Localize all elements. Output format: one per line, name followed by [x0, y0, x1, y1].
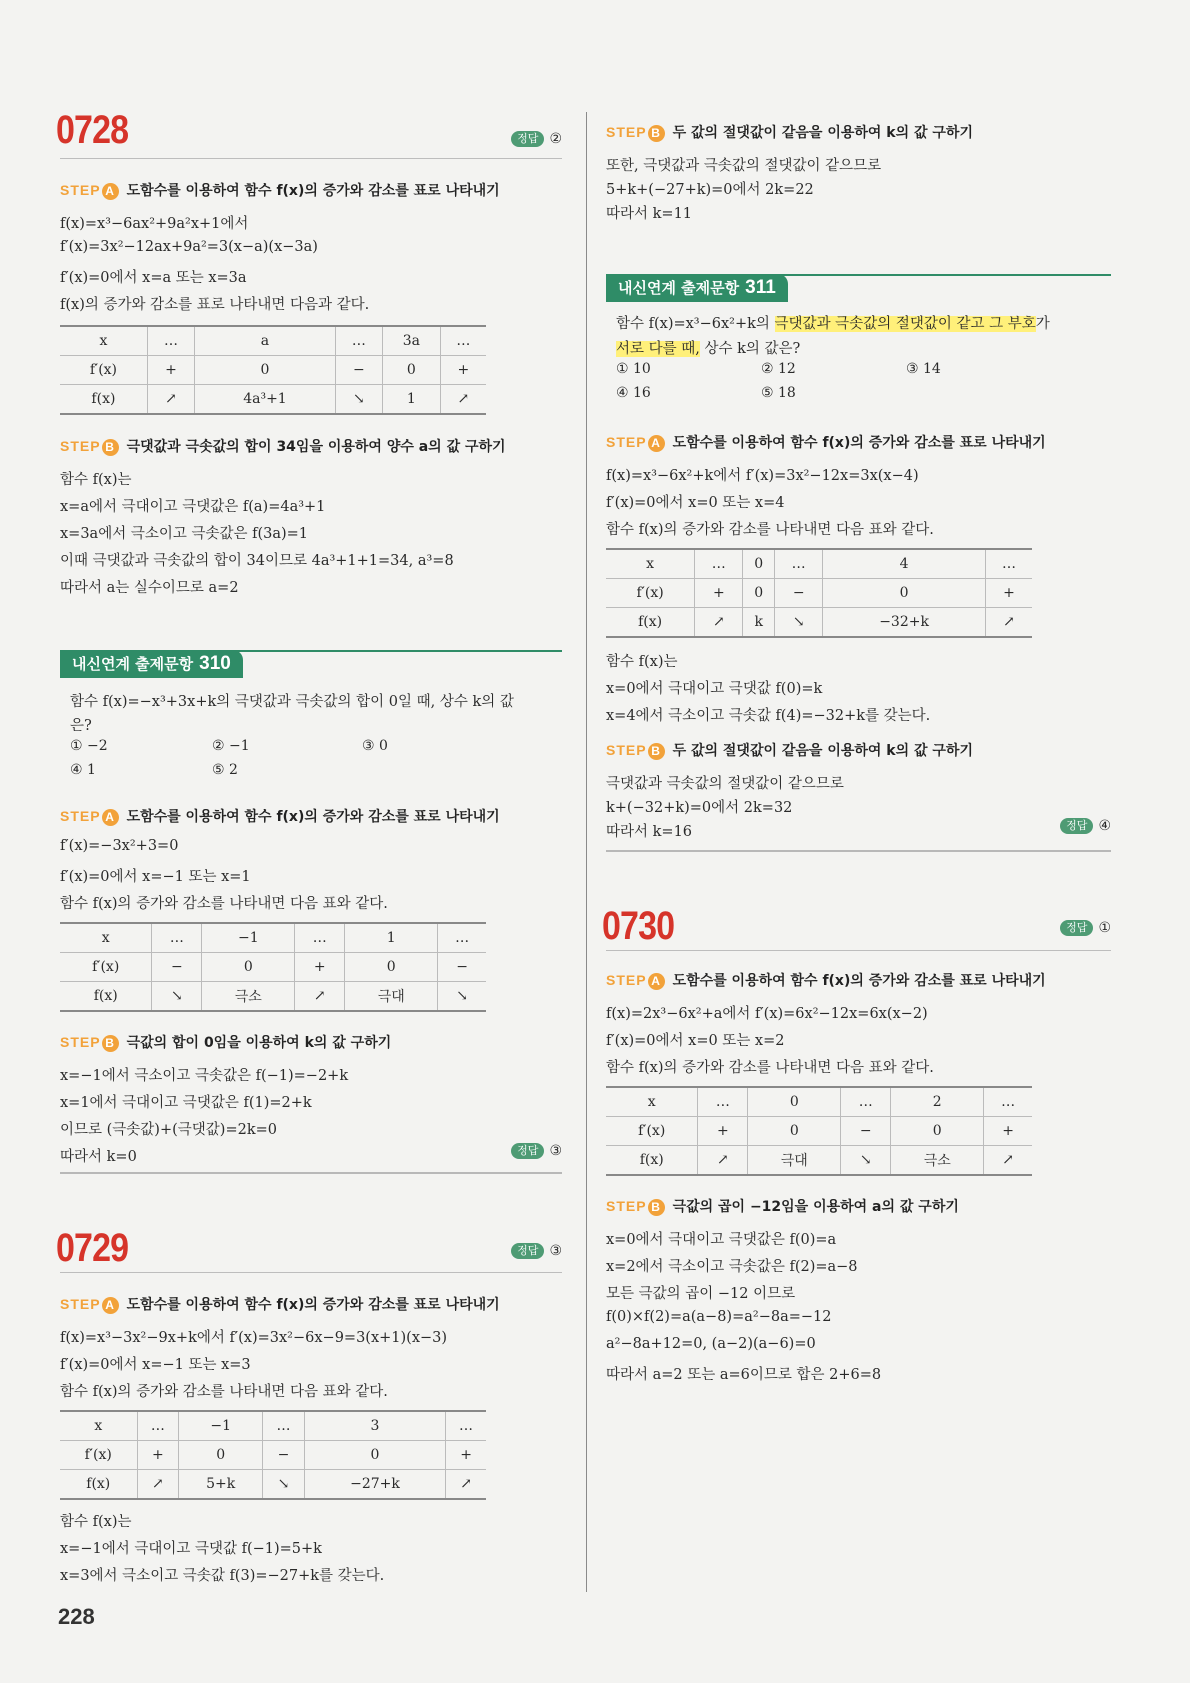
table-cell: f(x) — [606, 1146, 698, 1176]
table-cell: − — [438, 953, 486, 982]
table-cell: k — [743, 608, 775, 638]
line: f′(x)=−3x²+3=0 — [60, 838, 179, 854]
sign-table-0729 — [60, 1410, 486, 1500]
line: f(x)=x³−3x²−9x+k에서 f′(x)=3x²−6x−9=3(x+1)(x−3) — [60, 1330, 448, 1346]
table-cell: … — [440, 326, 486, 356]
step-tag: STEP A — [60, 808, 119, 824]
table-cell: f′(x) — [60, 1441, 137, 1470]
line: 따라서 k=11 — [606, 206, 693, 222]
table-cell: −1 — [179, 1411, 263, 1441]
step-a-0730 — [606, 970, 1046, 990]
step-title: 두 값의 절댓값이 같음을 이용하여 k의 값 구하기 — [672, 125, 973, 141]
answer-badge: 정답 — [511, 1243, 544, 1259]
answer-badge: 정답 — [511, 1143, 544, 1159]
table-cell: 0 — [748, 1117, 841, 1146]
table-cell: … — [775, 549, 823, 579]
page-number: 228 — [58, 1604, 95, 1629]
line: 또한, 극댓값과 극솟값의 절댓값이 같으므로 — [606, 158, 882, 174]
table-cell: … — [152, 923, 202, 953]
question-line: 은? — [70, 718, 92, 734]
table-cell: … — [263, 1411, 305, 1441]
line: 함수 f(x)는 — [60, 1514, 132, 1530]
question-line: 서로 다를 때, 상수 k의 값은? — [616, 341, 801, 357]
choice-5[interactable]: ⑤ 18 — [761, 385, 796, 401]
table-cell: ↗ — [147, 385, 194, 415]
line: x=3a에서 극소이고 극솟값은 f(3a)=1 — [60, 526, 309, 542]
table-cell: ↘ — [841, 1146, 891, 1176]
table-cell: x — [60, 1411, 137, 1441]
line: f′(x)=3x²−12ax+9a²=3(x−a)(x−3a) — [60, 239, 318, 255]
table-cell: 극대 — [345, 982, 438, 1012]
table-cell: 0 — [748, 1087, 841, 1117]
table-cell: a — [195, 326, 336, 356]
table-cell: 0 — [195, 356, 336, 385]
problem-number-0728: 0728 — [56, 108, 129, 152]
table-cell: … — [335, 326, 382, 356]
step-title: 도함수를 이용하여 함수 f(x)의 증가와 감소를 표로 나타내기 — [672, 973, 1046, 989]
step-title: 극값의 곱이 −12임을 이용하여 a의 값 구하기 — [672, 1199, 959, 1215]
step-tag: STEP A — [606, 434, 665, 450]
table-cell: ↘ — [335, 385, 382, 415]
choice-2[interactable]: ② −1 — [212, 738, 250, 754]
line: f′(x)=0에서 x=0 또는 x=2 — [606, 1033, 785, 1049]
answer-badge: 정답 — [1060, 920, 1093, 936]
step-b-311 — [606, 740, 973, 760]
table-cell: 0 — [304, 1441, 445, 1470]
line: 모든 극값의 곱이 −12 이므로 — [606, 1286, 796, 1302]
line: 함수 f(x)는 — [60, 472, 132, 488]
step-title: 극값의 합이 0임을 이용하여 k의 값 구하기 — [126, 1035, 392, 1051]
table-cell: 2 — [891, 1087, 984, 1117]
table-cell: … — [984, 1087, 1032, 1117]
question-line: 함수 f(x)=−x³+3x+k의 극댓값과 극솟값의 합이 0일 때, 상수 k의 값 — [70, 694, 514, 710]
choice-5[interactable]: ⑤ 2 — [212, 762, 238, 778]
line: 함수 f(x)의 증가와 감소를 나타내면 다음 표와 같다. — [60, 896, 388, 912]
answer-311 — [1060, 818, 1111, 834]
answer-badge: 정답 — [511, 131, 544, 147]
table-cell: 극소 — [891, 1146, 984, 1176]
table-cell: 1 — [383, 385, 441, 415]
header-rule — [60, 1272, 562, 1273]
step-a-0728 — [60, 180, 500, 200]
line: 따라서 k=0 — [60, 1149, 137, 1165]
linked-question-box-310: 내신연계 출제문항 310 — [60, 650, 243, 678]
table-cell: + — [984, 1117, 1032, 1146]
highlight: 서로 다를 때, — [616, 341, 700, 357]
table-cell: … — [147, 326, 194, 356]
table-cell: x — [60, 923, 152, 953]
table-cell: f′(x) — [60, 953, 152, 982]
table-cell: … — [446, 1411, 486, 1441]
answer-value: ② — [549, 131, 562, 147]
step-tag: STEP A — [60, 1296, 119, 1312]
table-cell: 5+k — [179, 1470, 263, 1500]
table-cell: + — [698, 1117, 748, 1146]
table-cell: ↗ — [446, 1470, 486, 1500]
step-tag: STEP B — [60, 1034, 119, 1050]
header-rule — [606, 950, 1111, 951]
table-cell: 0 — [743, 579, 775, 608]
table-cell: 3a — [383, 326, 441, 356]
table-cell: + — [440, 356, 486, 385]
line: x=0에서 극대이고 극댓값은 f(0)=a — [606, 1232, 837, 1248]
step-a-310 — [60, 806, 500, 826]
step-tag: STEP B — [606, 1198, 665, 1214]
line: 따라서 a=2 또는 a=6이므로 합은 2+6=8 — [606, 1367, 882, 1383]
table-cell: x — [606, 549, 695, 579]
table-cell: −1 — [202, 923, 295, 953]
table-cell: + — [985, 579, 1032, 608]
line: a²−8a+12=0, (a−2)(a−6)=0 — [606, 1336, 816, 1352]
table-cell: … — [295, 923, 345, 953]
table-cell: 0 — [743, 549, 775, 579]
table-cell: f(x) — [60, 385, 147, 415]
table-cell: … — [841, 1087, 891, 1117]
table-cell: … — [438, 923, 486, 953]
table-cell: + — [295, 953, 345, 982]
table-cell: ↗ — [440, 385, 486, 415]
table-cell: 4a³+1 — [195, 385, 336, 415]
line: 이때 극댓값과 극솟값의 합이 34이므로 4a³+1+1=34, a³=8 — [60, 553, 454, 569]
line: x=0에서 극대이고 극댓값 f(0)=k — [606, 681, 823, 697]
step-tag: STEP A — [606, 972, 665, 988]
box-rule — [606, 274, 1111, 276]
table-cell: + — [695, 579, 743, 608]
step-b-0730 — [606, 1196, 959, 1216]
table-cell: + — [446, 1441, 486, 1470]
step-title: 도함수를 이용하여 함수 f(x)의 증가와 감소를 표로 나타내기 — [126, 183, 500, 199]
table-cell: −27+k — [304, 1470, 445, 1500]
line: 5+k+(−27+k)=0에서 2k=22 — [606, 182, 814, 198]
table-cell: f′(x) — [606, 579, 695, 608]
line: 함수 f(x)의 증가와 감소를 나타내면 다음 표와 같다. — [606, 522, 934, 538]
table-cell: − — [152, 953, 202, 982]
step-tag: STEP B — [606, 124, 665, 140]
box-rule — [60, 650, 562, 652]
table-cell: … — [695, 549, 743, 579]
answer-0728 — [511, 131, 562, 147]
line: 따라서 k=16 — [606, 824, 693, 840]
line: f′(x)=0에서 x=0 또는 x=4 — [606, 495, 785, 511]
choices-311 — [616, 361, 1096, 411]
step-a-311 — [606, 432, 1046, 452]
line: 함수 f(x)의 증가와 감소를 나타내면 다음 표와 같다. — [606, 1060, 934, 1076]
line: 이므로 (극솟값)+(극댓값)=2k=0 — [60, 1122, 277, 1138]
sign-table-0728 — [60, 325, 486, 415]
table-cell: ↗ — [984, 1146, 1032, 1176]
step-b-0729 — [606, 122, 973, 142]
table-cell: ↗ — [295, 982, 345, 1012]
choice-3[interactable]: ③ 0 — [362, 738, 388, 754]
step-title: 두 값의 절댓값이 같음을 이용하여 k의 값 구하기 — [672, 743, 973, 759]
choice-1[interactable]: ① 10 — [616, 361, 651, 377]
line: x=2에서 극소이고 극솟값은 f(2)=a−8 — [606, 1259, 858, 1275]
answer-0729 — [511, 1243, 562, 1259]
table-cell: f(x) — [60, 1470, 137, 1500]
problem-number-0729: 0729 — [56, 1226, 129, 1270]
table-cell: ↘ — [438, 982, 486, 1012]
step-tag: STEP B — [60, 438, 119, 454]
line: x=4에서 극소이고 극솟값 f(4)=−32+k를 갖는다. — [606, 708, 931, 724]
line: x=1에서 극대이고 극댓값은 f(1)=2+k — [60, 1095, 312, 1111]
line: f(0)×f(2)=a(a−8)=a²−8a=−12 — [606, 1309, 832, 1325]
table-cell: 0 — [823, 579, 986, 608]
table-cell: − — [263, 1441, 305, 1470]
line: 따라서 a는 실수이므로 a=2 — [60, 580, 239, 596]
step-title: 도함수를 이용하여 함수 f(x)의 증가와 감소를 표로 나타내기 — [126, 809, 500, 825]
choice-1[interactable]: ① −2 — [70, 738, 108, 754]
table-cell: ↗ — [137, 1470, 179, 1500]
table-cell: 0 — [345, 953, 438, 982]
step-title: 도함수를 이용하여 함수 f(x)의 증가와 감소를 표로 나타내기 — [672, 435, 1046, 451]
answer-310 — [511, 1143, 562, 1159]
table-cell: + — [137, 1441, 179, 1470]
choices-310 — [70, 738, 550, 788]
table-cell: ↗ — [698, 1146, 748, 1176]
choice-3[interactable]: ③ 14 — [906, 361, 941, 377]
table-cell: 0 — [383, 356, 441, 385]
line: f(x)=2x³−6x²+a에서 f′(x)=6x²−12x=6x(x−2) — [606, 1006, 928, 1022]
step-b-310 — [60, 1032, 391, 1052]
step-a-0729 — [60, 1294, 500, 1314]
table-cell: ↘ — [263, 1470, 305, 1500]
table-cell: −32+k — [823, 608, 986, 638]
answer-0730 — [1060, 920, 1111, 936]
table-cell: … — [698, 1087, 748, 1117]
table-cell: f(x) — [606, 608, 695, 638]
answer-value: ③ — [549, 1143, 562, 1159]
choice-2[interactable]: ② 12 — [761, 361, 796, 377]
line: x=−1에서 극대이고 극댓값 f(−1)=5+k — [60, 1541, 322, 1557]
highlight: 극댓값과 극솟값의 절댓값이 같고 그 부호 — [774, 316, 1036, 332]
answer-badge: 정답 — [1060, 818, 1093, 834]
section-rule — [60, 1172, 562, 1174]
line: x=−1에서 극소이고 극솟값은 f(−1)=−2+k — [60, 1068, 349, 1084]
line: x=3에서 극소이고 극솟값 f(3)=−27+k를 갖는다. — [60, 1568, 385, 1584]
sign-table-311 — [606, 548, 1032, 638]
table-cell: … — [137, 1411, 179, 1441]
sign-table-0730 — [606, 1086, 1032, 1176]
step-tag: STEP B — [606, 742, 665, 758]
answer-value: ④ — [1098, 818, 1111, 834]
choice-4[interactable]: ④ 16 — [616, 385, 651, 401]
line: 극댓값과 극솟값의 절댓값이 같으므로 — [606, 776, 844, 792]
answer-value: ③ — [549, 1243, 562, 1259]
answer-value: ① — [1098, 920, 1111, 936]
line: 함수 f(x)는 — [606, 654, 678, 670]
linked-question-box-311: 내신연계 출제문항 311 — [606, 274, 788, 302]
table-cell: 극대 — [748, 1146, 841, 1176]
step-title: 극댓값과 극솟값의 합이 34임을 이용하여 양수 a의 값 구하기 — [126, 439, 506, 455]
table-cell: − — [841, 1117, 891, 1146]
sign-table-310 — [60, 922, 486, 1012]
table-cell: 3 — [304, 1411, 445, 1441]
table-cell: ↘ — [775, 608, 823, 638]
table-cell: − — [775, 579, 823, 608]
line: f(x)=x³−6ax²+9a²x+1에서 — [60, 216, 249, 232]
table-cell: ↗ — [985, 608, 1032, 638]
line: f(x)=x³−6x²+k에서 f′(x)=3x²−12x=3x(x−4) — [606, 468, 919, 484]
line: f′(x)=0에서 x=a 또는 x=3a — [60, 270, 247, 286]
section-rule — [606, 850, 1111, 852]
table-cell: f′(x) — [60, 356, 147, 385]
table-cell: − — [335, 356, 382, 385]
choice-4[interactable]: ④ 1 — [70, 762, 96, 778]
table-cell: 0 — [891, 1117, 984, 1146]
line: f′(x)=0에서 x=−1 또는 x=1 — [60, 869, 251, 885]
table-cell: f(x) — [60, 982, 152, 1012]
table-cell: ↘ — [152, 982, 202, 1012]
problem-number-0730: 0730 — [602, 904, 675, 948]
table-cell: 극소 — [202, 982, 295, 1012]
line: x=a에서 극대이고 극댓값은 f(a)=4a³+1 — [60, 499, 326, 515]
table-cell: 1 — [345, 923, 438, 953]
table-cell: 0 — [179, 1441, 263, 1470]
column-divider — [586, 112, 587, 1592]
table-cell: f′(x) — [606, 1117, 698, 1146]
line: 함수 f(x)의 증가와 감소를 나타내면 다음 표와 같다. — [60, 1384, 388, 1400]
line: k+(−32+k)=0에서 2k=32 — [606, 800, 793, 816]
line: f′(x)=0에서 x=−1 또는 x=3 — [60, 1357, 251, 1373]
step-b-0728 — [60, 436, 506, 456]
table-cell: + — [147, 356, 194, 385]
table-cell: x — [606, 1087, 698, 1117]
header-rule — [60, 158, 562, 159]
step-title: 도함수를 이용하여 함수 f(x)의 증가와 감소를 표로 나타내기 — [126, 1297, 500, 1313]
step-tag: STEP A — [60, 182, 119, 198]
table-cell: … — [985, 549, 1032, 579]
table-cell: ↗ — [695, 608, 743, 638]
line: f(x)의 증가와 감소를 표로 나타내면 다음과 같다. — [60, 297, 370, 313]
table-cell: 4 — [823, 549, 986, 579]
table-cell: 0 — [202, 953, 295, 982]
question-line: 함수 f(x)=x³−6x²+k의 극댓값과 극솟값의 절댓값이 같고 그 부호가 — [616, 316, 1050, 332]
table-cell: x — [60, 326, 147, 356]
